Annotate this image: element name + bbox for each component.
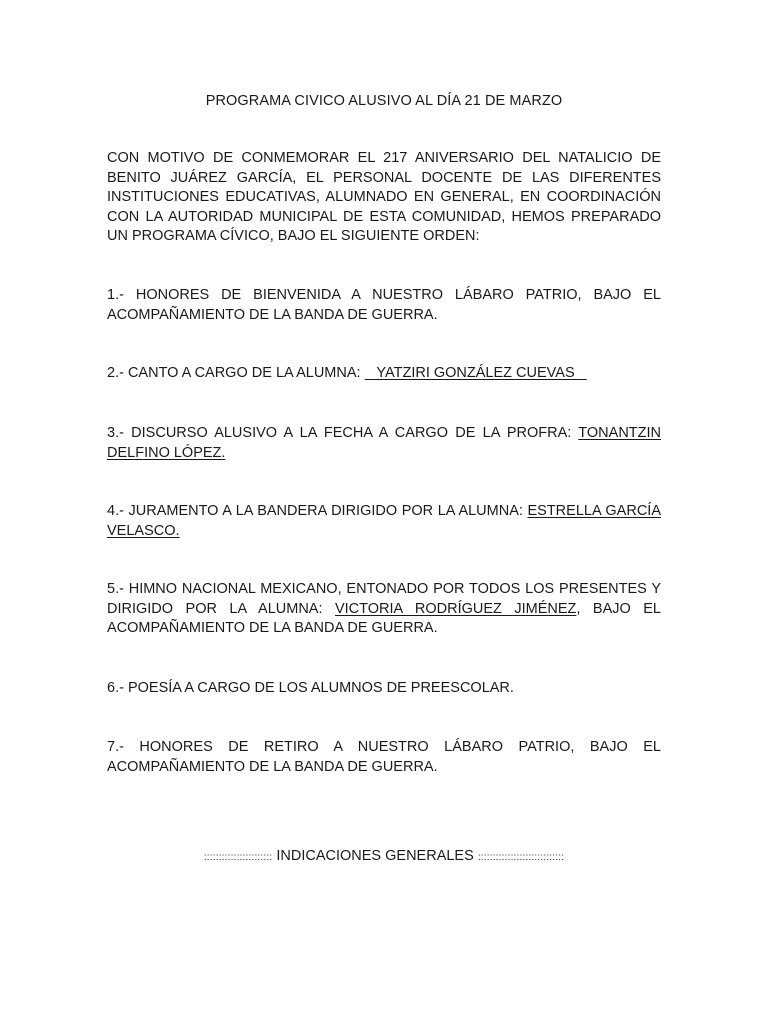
- footer-right-dots: :::::::::::::::::::::::::::::: [477, 852, 565, 863]
- program-item-3: [107, 424, 661, 463]
- intro-paragraph: CON MOTIVO DE CONMEMORAR EL 217 ANIVERSARIO DEL NATALICIO DE BENITO JUÁREZ GARCÍA, EL PERSONAL DOCENTE DE LAS DIFERENTES INSTITUCIONES EDUCATIVAS, ALUMNADO EN GENERAL, EN COORDINACIÓN CON LA AUTORIDAD MUNICIPAL DE ESTA COMUNIDAD, HEMOS PREPARADO UN PROGRAMA CÍVICO, BAJO EL SIGUIENTE ORDEN:: [107, 150, 661, 244]
- program-item-2: [107, 364, 661, 384]
- program-item-3-text: 3.- DISCURSO ALUSIVO A LA FECHA A CARGO DE LA PROFRA:: [107, 425, 579, 441]
- program-item-5-suffix: , BAJO EL ACOMPAÑAMIENTO DE LA BANDA DE GUERRA.: [107, 600, 661, 636]
- program-item-6: 6.- POESÍA A CARGO DE LOS ALUMNOS DE PREESCOLAR.: [107, 680, 514, 696]
- program-item-1: 1.- HONORES DE BIENVENIDA A NUESTRO LÁBARO PATRIO, BAJO EL ACOMPAÑAMIENTO DE LA BANDA DE GUERRA.: [107, 287, 661, 323]
- footer-left-dots: :::::::::::::::::::::::: [203, 852, 273, 863]
- document-title: PROGRAMA CIVICO ALUSIVO AL DÍA 21 DE MARZO: [205, 93, 563, 109]
- program-item-4: [107, 502, 661, 541]
- program-item-5: [107, 580, 661, 639]
- program-item-7: 7.- HONORES DE RETIRO A NUESTRO LÁBARO PATRIO, BAJO EL ACOMPAÑAMIENTO DE LA BANDA DE GUERRA.: [107, 739, 661, 775]
- program-item-2-name: YATZIRI GONZÁLEZ CUEVAS: [364, 365, 587, 381]
- program-item-5-text: 5.- HIMNO NACIONAL MEXICANO, ENTONADO POR TODOS LOS PRESENTES Y DIRIGIDO POR LA ALUMNA:: [107, 581, 661, 617]
- program-item-4-text: 4.- JURAMENTO A LA BANDERA DIRIGIDO POR LA ALUMNA:: [107, 503, 528, 519]
- footer-label: INDICACIONES GENERALES: [276, 848, 474, 864]
- program-item-5-name: VICTORIA RODRÍGUEZ JIMÉNEZ: [334, 600, 577, 617]
- program-item-4-name: ESTRELLA GARCÍA VELASCO.: [107, 503, 661, 539]
- program-item-3-name: TONANTZIN DELFINO LÓPEZ.: [107, 425, 661, 461]
- general-indications-heading: [0, 846, 768, 868]
- program-item-2-text: 2.- CANTO A CARGO DE LA ALUMNA:: [107, 365, 365, 381]
